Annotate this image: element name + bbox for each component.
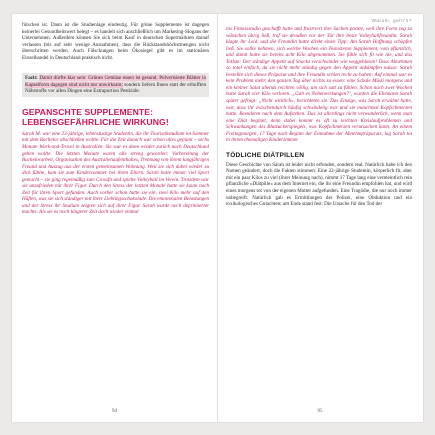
running-head: Warum, gehtʼs?	[371, 18, 412, 23]
fazit-box	[22, 73, 209, 97]
book-spread	[12, 14, 423, 422]
fazit-text: sondern liefern Ihnen statt der erhofften Nährstoffe vor allen Dingen eine Extraportion Pestizide.	[25, 81, 206, 95]
fazit-highlighted-text: Damit dürfte klar sein: Grünes Gemüse essen ist gesund. Pulverisierte Blätter in Kapselform dagegen sind nicht nur unwirksam;	[25, 75, 206, 88]
section-heading: GEPANSCHTE SUPPLEMENTE: LEBENSGEFÄHRLICHE WIRKUNG!	[22, 106, 169, 127]
page-number-left: 94	[112, 409, 117, 414]
fazit-label: Fazit:	[25, 75, 38, 82]
subsection-heading: TÖDLICHE DIÄTPILLEN	[226, 151, 305, 159]
story-paragraph-right: ins Fitnessstudio geschafft hatte und frustriert ihre Sachen packte, weil ihre Form zog zu wünschen übrig ließ, traf sie draußen vor der Tür ihre beste Volleyballfreundin. Sarah klagte ihr Leid, und die Freundin hatte direkt einen Tipp: Am Sarah Hoffnung schöpfen ließ. Sie sollte nehmen, sich welche Wochen ein Testosteron Supplement, vom pflanzlich, und damit hatte sie bereits acht Kilo abgenommen. Sie fühle sich fit wie nie, und das Tollste: Der ständige Appetit auf Snacks verschwindet wie weggeblasen! Dass Abnehmen so total einfach, da sie nicht mehr ständig gegen den Appetit ankämpfen müsse. Sarah bestellte sich dieses Präparat und ihre Freundin schien recht zu haben: Auf einmal war es kein Problem mehr, den ganzen Tag über nichts zu essen: eine Schale Müsli morgens und ein kleiner Salat abends reichten völlig, um sich satt zu fühlen. Schon nach zwei Wochen hatte Sarah vier Kilo verloren. „Gab es Nebenwirkungen?", wurden die Ehemann Sarah später gefragt: „Nicht wirklich«, berichteten sie. Das Einzige, was Sarah erwähnt hatte, war, dass ihr zwischendurch häufig schwindelig war und sie manchmal Kopfschmerzen hatte. Beendeten nach dem Aufstehen. Das ist allerdings nicht verwunderlich, wenn man eine Diät beginnt, denn dabei kommt es oft zu leichten Kreislaufproblemen und Schwankungen des Blutzuckerspiegels, was Kopfschmerzen verursachen kann. An einem Freitagmorgen, 17 Tage nach Beginn der Einnahme der Abnehmpräparats, lag Sarah tot in ihrem ehemaligen Kinderzimmer.	[226, 26, 412, 144]
right-page	[217, 14, 422, 422]
story-paragraph-left: Sarah M. war eine 23-jährige, lebenslustige Studentin, die ihr Touristikstudium im Sommer mit dem Bachelor abschließen wollte. Für die Zeit danach war schon alles geplant – sechs Monate Work-and-Travel in Australien. Sie war es dann wieder zurück nach Deutschland gehen wollte. Die letzten Monate waren alle streng geworden: Vorbereitung der Bachelorarbeit, Organisation des Australienaufenthaltes, Trennung von ihrem langjährigen Freund und Auszug aus der ersten gemeinsamen Wohnung. Weil sie sich dabei wieder zu dick fühlte, kam sie zum Kindersommer bei ihren Eltern. Sarah hatte immer viel Sport gemacht – sie ging regelmäßig zum Crossfit und spielte Volleyball im Verein. Trotzdem war sie unzufrieden mit ihrer Figur. Durch den Stress der letzten Monate hatte sie kaum noch Zeit für ihren Sport gefunden. Auch vorher schon hatte sie ein, zwei Kilo mehr auf den Hüften, was sie sich ständiger mit ihrer Lieblingsschokolade. Die emotionalen Belastungen und der Stress ihr Studium zeigten sich auf ihrer Figur. Sarah wurde noch deprimierter machte. Als sie es noch längerer Zeit doch wieder einmal	[22, 130, 209, 216]
left-page	[12, 14, 217, 422]
intro-paragraph: fütschen ist. Dann ist die Studienlage eindeutig. Für grüne Supplemente ist dagegen keinerlei Gesundheitswert belegt – es handelt sich anschließlich um Marketing-Slogans der Unternehmen. Außerdem können Sie sich beim Kauf in deutschen Supermärkten darauf verlassen (bis auf sehr wenige Ausnahmen), dass die Rückstandshöchstmengen nicht überschritten werden. Auch Fälschungen beim Ökosiegel gibt es im stationären Einzelhandel in Deutschland praktisch nicht.	[22, 22, 209, 61]
page-number-right: 95	[317, 409, 323, 414]
body-paragraph: Diese Geschichte von Sarah ist leider nicht erfunden, sondern real. Natürlich habe ich den Namen geändert, doch die Fakten stimmen: Eine 22-jährige Studentin, körperlich fit, aber mit ein paar Kilos zu viel (ihrer Meinung nach), nimmt 17 Tage lang eine vermeintlich rein pflanzliche »Diätpille« aus dem Internet ein, die ihr eine Freundin empfohlen hat, und wird eines morgens tot von der eigenen Mutter aufgefunden. Eine Tragödie, die nur noch immer unbegreift. Natürlich gab es Ermittlungen der Polizei, eine Obduktion und ein toxikologisches Gutachten; am Ende stand fest: Die Ursache für den Tod der	[226, 161, 413, 208]
